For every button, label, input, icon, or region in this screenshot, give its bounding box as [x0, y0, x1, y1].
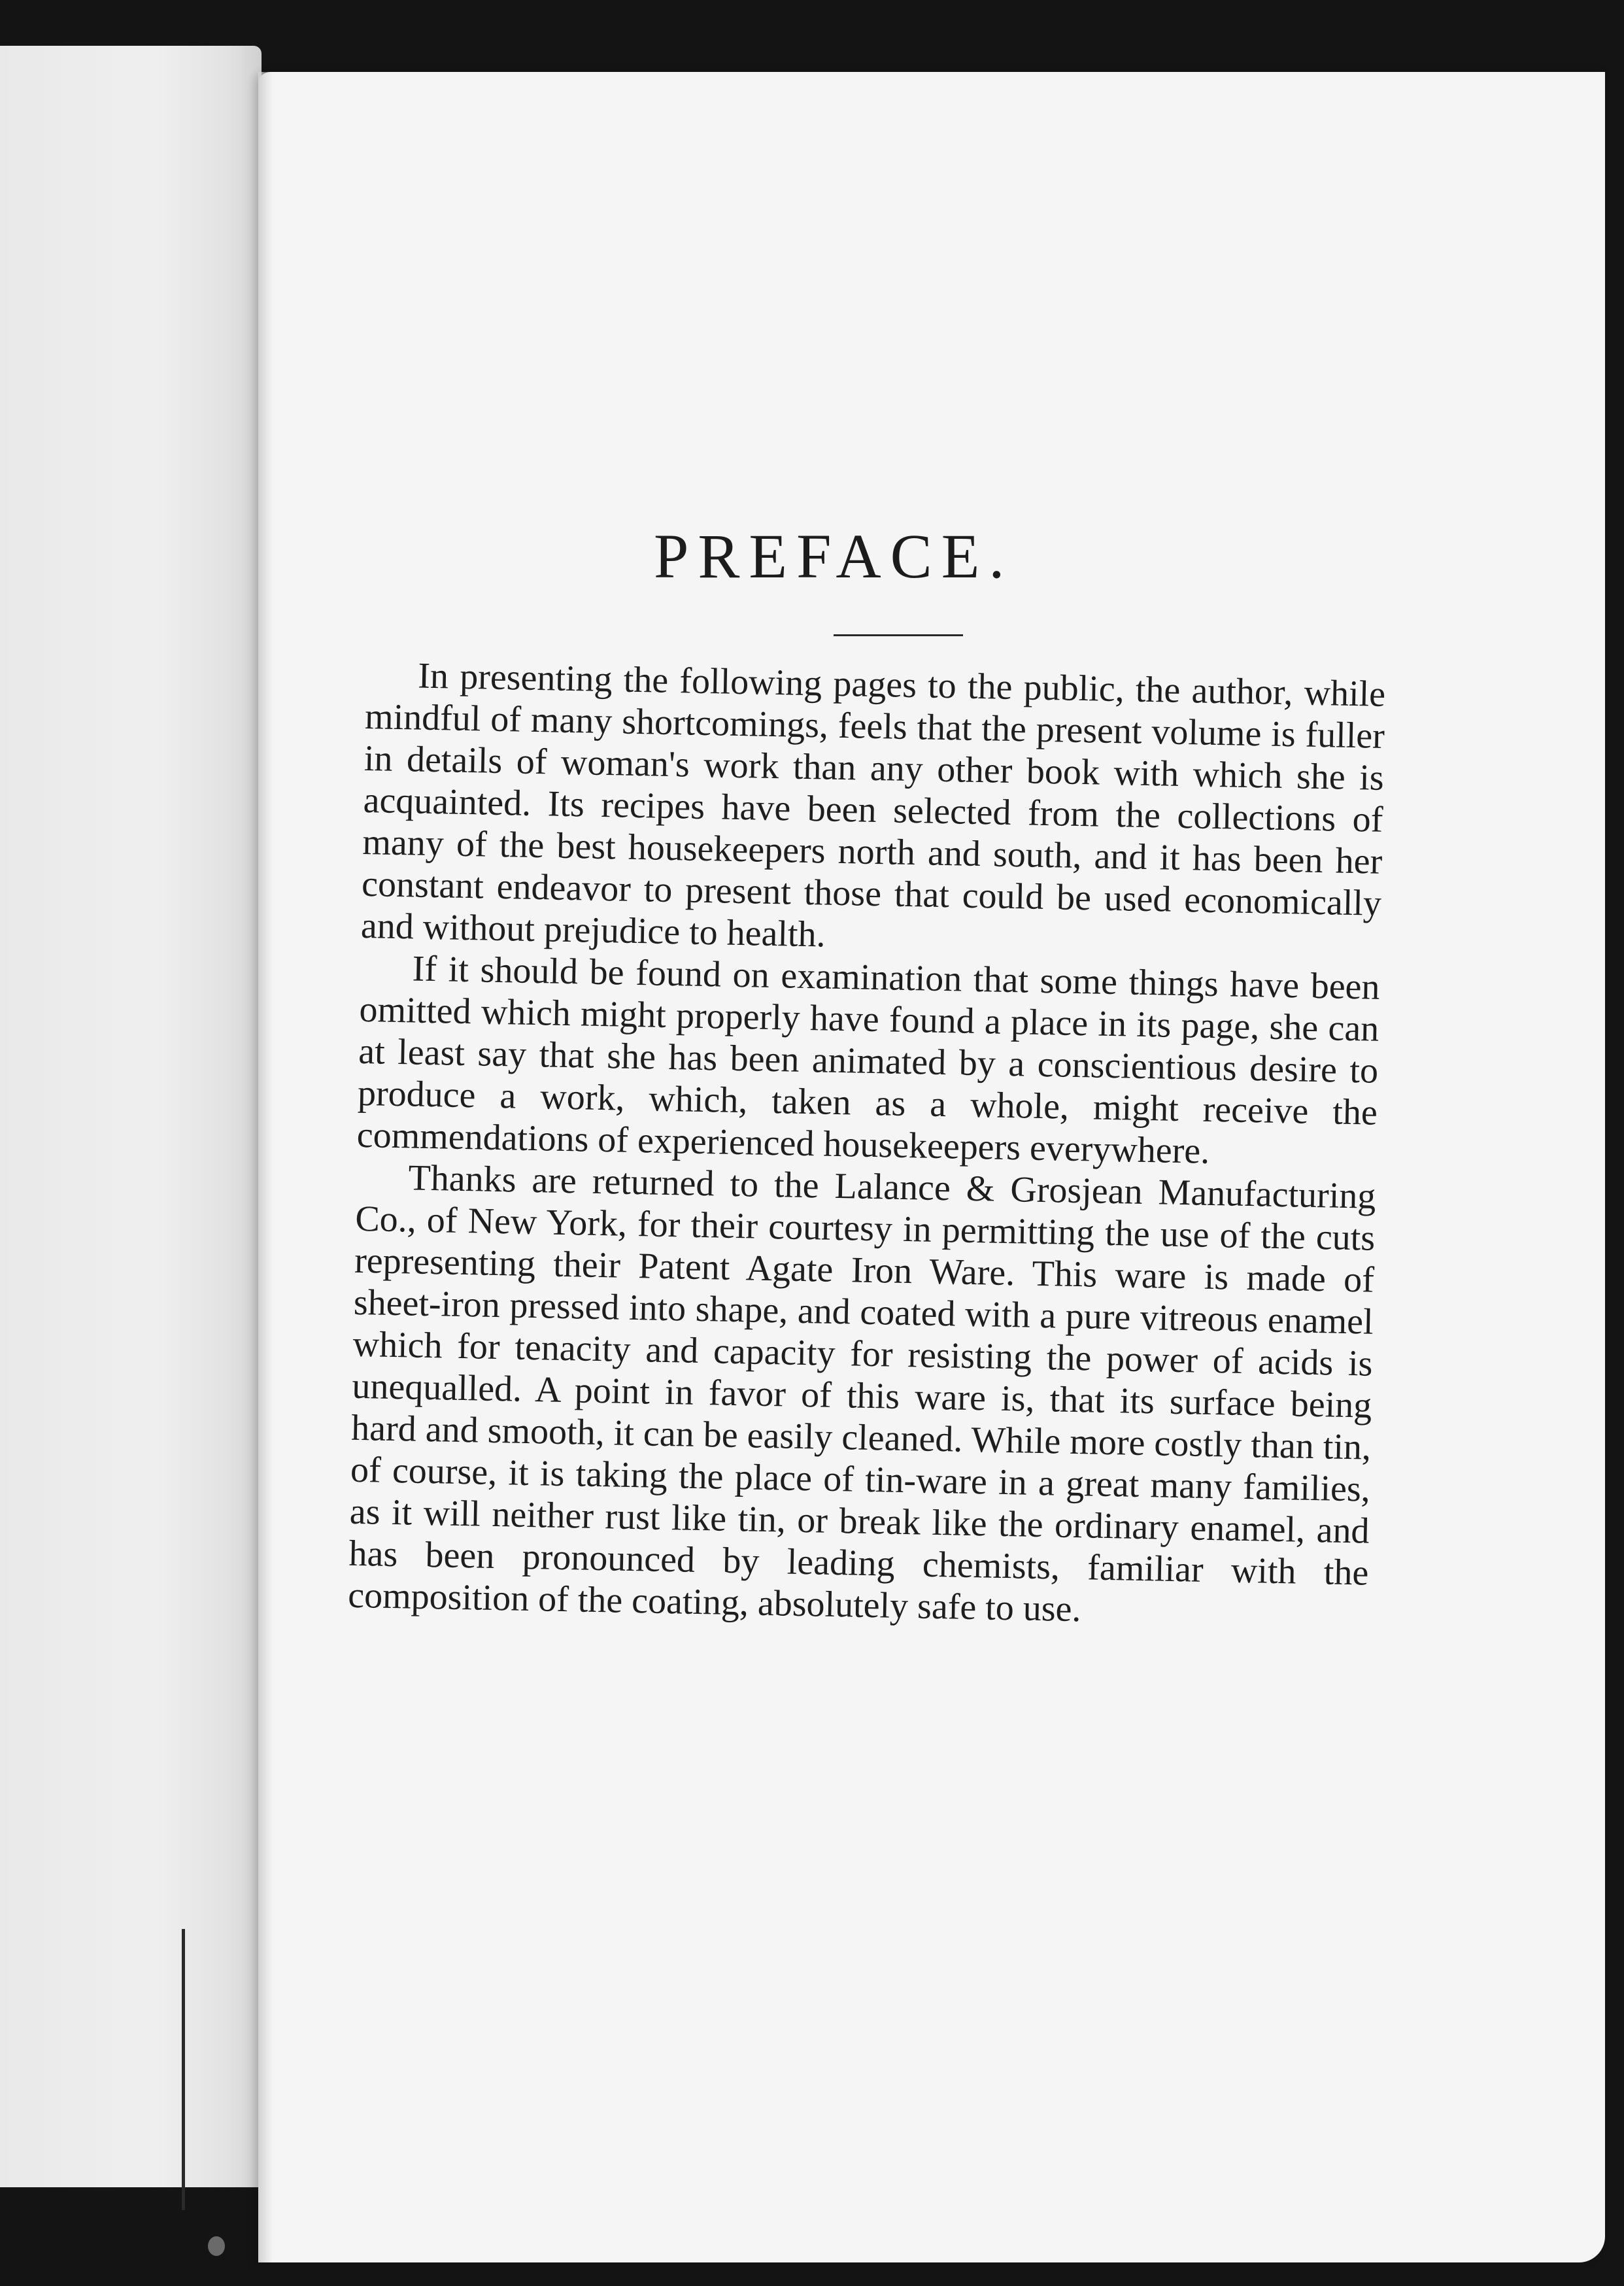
scan-debris-mark [208, 2236, 225, 2256]
preface-heading: PREFACE. [654, 521, 1014, 591]
facing-page [0, 46, 262, 2187]
heading-rule [834, 634, 963, 636]
paragraph-3: Thanks are returned to the Lalance & Grosjean Manufacturing Co., of New York, for their courtesy in permitting the use of the cuts representing their Patent Agate Iron Ware. This ware is made of sheet-iron pressed into shape, and coated with a pure vitreous enamel which for tenacity and capacity for resisting the power of acids is unequalled. A point in favor of this ware is, that its surface being hard and smooth, it can be easily cleaned. While more costly than tin, of course, it is taking the place of tin-ware in a great many families, as it will neither rust like tin, or break like the ordinary enamel, and has been pronounced by leading chemists, familiar with the composition of the coating, absolutely safe to use. [347, 1157, 1376, 1630]
paragraph-1: In presenting the following pages to the public, the author, while mindful of many shortcomings, feels that the present volume is fuller in details of woman's work than any other book with which she is acquainted. Its recipes have been selected from the collections of many of the best housekeepers north and south, and it has been her constant endeavor to present those that could be used economically and without prejudice to health. [360, 655, 1386, 955]
page-edge-shadow [258, 72, 273, 2262]
preface-body [348, 654, 1386, 1636]
paragraph-2: If it should be found on examination that some things have been omitted which might properly have found a place in its page, she can at least say that she has been animated by a conscientious desire to produce a work, which, taken as a whole, might receive the commendations of experienced housekeepers everywhere. [356, 948, 1381, 1172]
binding-gutter-line [182, 1929, 185, 2210]
